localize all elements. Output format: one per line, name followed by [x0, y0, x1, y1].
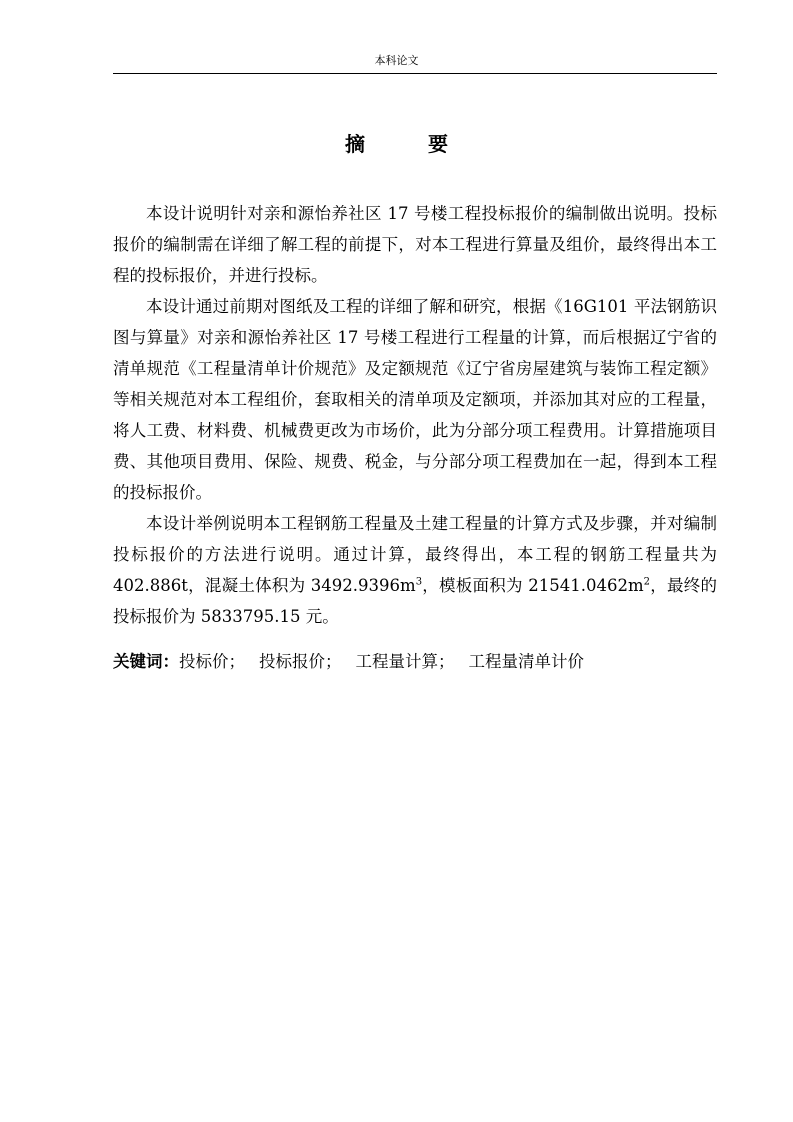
abstract-paragraph-3 — [113, 508, 717, 632]
abstract-body — [113, 198, 717, 632]
abstract-paragraph-1: 本设计说明针对亲和源怡养社区 17 号楼工程投标报价的编制做出说明。投标报价的编制需在详细了解工程的前提下，对本工程进行算量及组价，最终得出本工程的投标报价，并进行投标。 — [113, 204, 717, 285]
cubic-superscript: 3 — [415, 576, 423, 588]
keyword-item: 工程量计算； — [355, 652, 455, 671]
running-header: 本科论文 — [374, 54, 419, 67]
keywords-line — [113, 648, 717, 676]
keyword-item: 投标价； — [179, 652, 245, 671]
header-rule — [113, 73, 717, 74]
abstract-paragraph-2: 本设计通过前期对图纸及工程的详细了解和研究，根据《16G101 平法钢筋识图与算量》对亲和源怡养社区 17 号楼工程进行工程量的计算，而后根据辽宁省的清单规范《工程量清单计价规范》及定额规范《辽宁省房屋建筑与装饰工程定额》等相关规范对本工程组价，套取相关的清单项及定额项，并添加其对应的工程量，将人工费、材料费、机械费更改为市场价，此为分部分项工程费用。计算措施项目费、其他项目费用、保险、规费、税金，与分部分项工程费加在一起，得到本工程的投标报价。 — [113, 297, 717, 502]
paragraph-3-text-a: 本设计举例说明本工程钢筋工程量及土建工程量的计算方式及步骤，并对编制投标报价的方法进行说明。通过计算，最终得出，本工程的钢筋工程量共为 402.886t，混凝土体积为 3492.9396m — [113, 514, 717, 595]
keywords-label: 关键词： — [113, 652, 179, 671]
square-superscript: 2 — [643, 576, 651, 588]
keyword-item: 投标报价； — [259, 652, 342, 671]
paragraph-3-text-b: ，模板面积为 21541.0462m — [422, 576, 644, 595]
paragraph-3-text-c: ，最终的投标报价为 5833795.15 元。 — [113, 576, 717, 626]
abstract-title-text: 摘 要 — [345, 132, 476, 156]
keyword-item: 工程量清单计价 — [468, 652, 584, 671]
abstract-title — [0, 130, 793, 158]
